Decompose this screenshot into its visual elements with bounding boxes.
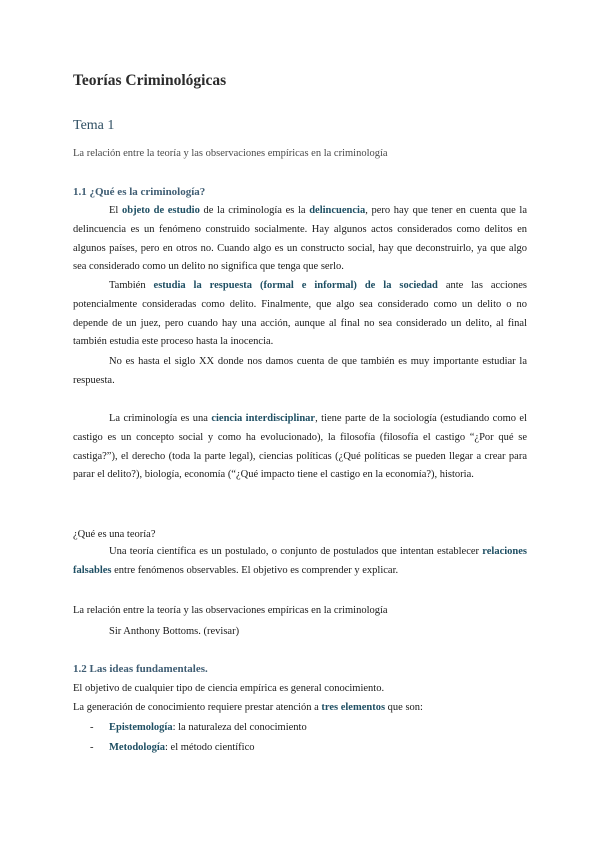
section-heading-1-1: 1.1 ¿Qué es la criminología?: [73, 186, 206, 198]
text: La generación de conocimiento requiere prestar atención a: [73, 702, 322, 713]
keyword: relaciones falsables: [73, 546, 527, 576]
keyword: tres elementos: [321, 702, 386, 713]
paragraph-elementos: [73, 702, 423, 713]
paragraph-objetivo: El objetivo de cualquier tipo de ciencia empírica es general conocimiento.: [73, 683, 385, 694]
text: : la naturaleza del conocimiento: [172, 722, 307, 733]
keyword: ciencia interdisciplinar: [211, 413, 316, 424]
paragraph-teoria: [73, 543, 527, 581]
relation-line: La relación entre la teoría y las observaciones empíricas en la criminología: [73, 605, 388, 616]
paragraph-siglo-xx: [73, 353, 527, 391]
list-item: [73, 738, 307, 758]
elements-list: [73, 718, 307, 758]
author-line: Sir Anthony Bottoms. (revisar): [109, 626, 240, 637]
text: que son:: [385, 702, 423, 713]
keyword: Epistemología: [109, 722, 173, 733]
keyword: delincuencia: [309, 205, 366, 216]
paragraph-respuesta: [73, 277, 527, 352]
text: No es hasta el siglo XX donde nos damos cuenta de que también es muy importante estudiar la respuesta.: [73, 356, 527, 386]
list-dash: -: [90, 742, 94, 753]
paragraph-objeto: [73, 202, 527, 277]
text: de la criminología es la: [199, 205, 310, 216]
document-title: Teorías Criminológicas: [73, 72, 227, 89]
text: También: [109, 280, 154, 291]
text: La criminología es una: [109, 413, 212, 424]
chapter-heading: Tema 1: [73, 118, 115, 133]
chapter-subtitle: La relación entre la teoría y las observaciones empíricas en la criminología: [73, 148, 388, 159]
paragraph-interdisciplinar: [73, 410, 527, 485]
text: , pero hay que tener en cuenta que la delincuencia es un fenómeno construido socialmente. Hay algunos actos considerados como delitos en algunos países, pero en otros no. Cuando algo es un constructo social, hay que deconstruirlo, ya que algo sea considerado como un delito no significa que tenga que serlo.: [73, 205, 527, 273]
keyword: Metodología: [109, 742, 165, 753]
keyword: estudia la respuesta (formal e informal) de la sociedad: [153, 280, 438, 291]
list-item: [73, 718, 307, 738]
text: ante las acciones potencialmente consideradas como delito. Finalmente, que algo sea considerado como un delito o no depende de un juez, pero cuando hay una acción, aunque al final no sea considerado un delito, al final también estudia este proceso hasta la inocencia.: [73, 280, 527, 348]
list-dash: -: [90, 722, 94, 733]
section-heading-1-2: 1.2 Las ideas fundamentales.: [73, 663, 208, 675]
text: El: [109, 205, 122, 216]
text: : el método científico: [165, 742, 255, 753]
text: Una teoría científica es un postulado, o conjunto de postulados que intentan establecer: [109, 546, 483, 557]
keyword: objeto de estudio: [121, 205, 200, 216]
text: , tiene parte de la sociología (estudiando como el castigo es un concepto social y como ha evolucionado), la filosofía (filosofía el castigo “¿Por qué se castiga?”), el derecho (toda la parte legal), ciencias políticas (¿Qué políticas se pueden llegar a crear para parar el delito?), biología, economía (“¿Qué impacto tiene el castigo en la economía?), historia.: [73, 413, 527, 481]
question-teoria: ¿Qué es una teoría?: [73, 529, 156, 540]
text: entre fenómenos observables. El objetivo es comprender y explicar.: [111, 564, 399, 576]
